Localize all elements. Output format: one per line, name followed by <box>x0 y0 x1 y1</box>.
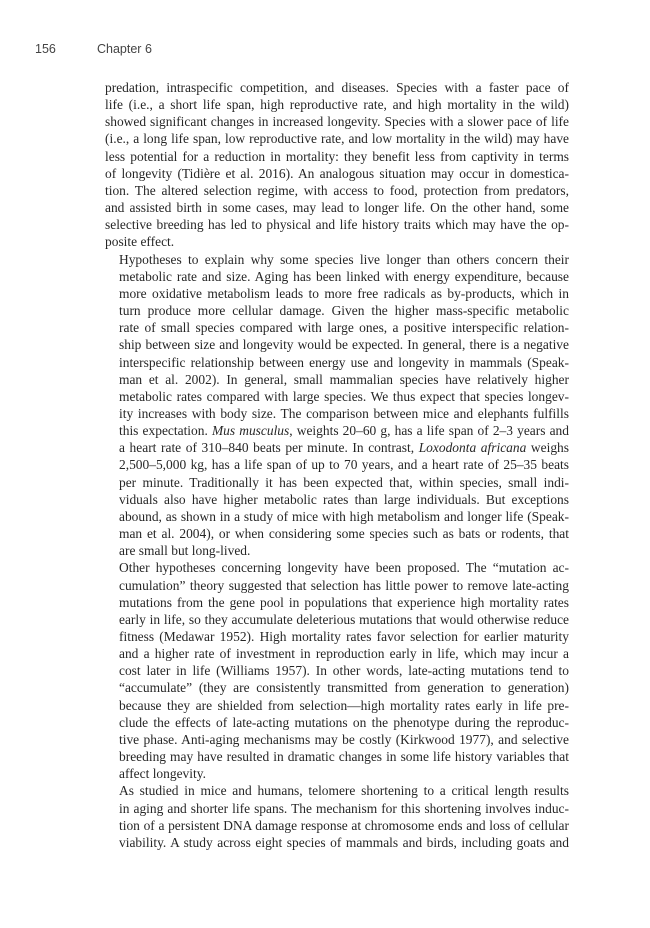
text-line: early in life, so they accumulate deleterious mutations that would otherwise reduce <box>119 611 569 627</box>
text-line: per minute. Traditionally it has been expected that, within species, small indi- <box>119 474 569 490</box>
text-line: metabolic rates compared with large species. We thus expect that species longev- <box>119 388 569 404</box>
text-line: tive phase. Anti-aging mechanisms may be costly (Kirkwood 1977), and selective <box>119 731 569 747</box>
text-line: more oxidative metabolism leads to more free radicals as by-products, which in <box>119 285 569 301</box>
text-line: interspecific relationship between energy use and longevity in mammals (Speak- <box>119 354 569 370</box>
text-line: man et al. 2004), or when considering some species such as bats or rodents, that <box>119 526 569 542</box>
text-line: clude the effects of late-acting mutations on the phenotype during the reproduc- <box>119 714 569 730</box>
text-line: tion of a persistent DNA damage response at chromosome ends and loss of cellular <box>119 817 569 833</box>
text-line: posite effect. <box>105 234 175 250</box>
text-line: less potential for a reduction in mortality: they benefit less from captivity in terms <box>105 148 569 164</box>
text-line: ity increases with body size. The comparison between mice and elephants fulfills <box>119 405 569 421</box>
paragraph <box>105 559 569 782</box>
text-line: predation, intraspecific competition, and diseases. Species with a faster pace of <box>105 80 569 95</box>
page-number: 156 <box>35 42 56 56</box>
species-name: Loxodonta africana <box>418 440 527 456</box>
running-header <box>35 42 152 56</box>
text-line: metabolic rate and size. Aging has been linked with energy expenditure, because <box>119 268 569 284</box>
text-line: and assisted birth in some cases, may lead to longer life. On the other hand, some <box>105 200 569 216</box>
paragraph <box>105 782 569 851</box>
text-line: a heart rate of 310–840 beats per minute. In contrast, Loxodonta africana weighs <box>119 440 569 456</box>
species-name: Mus musculus <box>211 423 290 439</box>
text-line: viability. A study across eight species of mammals and birds, including goats and <box>119 834 569 850</box>
text-line: are small but long-lived. <box>119 543 251 559</box>
text-line: rate of small species compared with large ones, a positive interspecific relation- <box>119 320 569 336</box>
text-line: and a higher rate of investment in reproduction early in life, which may incur a <box>119 646 569 662</box>
paragraph <box>105 251 569 560</box>
text-line: because they are shielded from selection—high mortality rates early in life pre- <box>119 697 569 713</box>
body-text <box>105 79 569 851</box>
paragraph <box>105 79 569 251</box>
text-line: selective breeding has led to physical and life history traits which may have the op- <box>105 217 569 233</box>
text-line: affect longevity. <box>119 766 206 782</box>
text-line: mutations from the gene pool in populations that experience high mortality rates <box>119 594 569 610</box>
chapter-label: Chapter 6 <box>97 42 152 56</box>
text-line: man et al. 2002). In general, small mammalian species have relatively higher <box>119 371 569 387</box>
text-line: fitness (Medawar 1952). High mortality rates favor selection for earlier maturity <box>119 629 569 644</box>
text-line: turn produce more cellular damage. Given the higher mass-specific metabolic <box>119 303 569 319</box>
text-line: of longevity (Tidière et al. 2016). An analogous situation may occur in domestica- <box>105 165 569 181</box>
text-line: abound, as shown in a study of mice with high metabolism and longer life (Speak- <box>119 508 569 524</box>
text-line: Hypotheses to explain why some species live longer than others concern their <box>119 251 569 267</box>
text-line: in aging and shorter life spans. The mechanism for this shortening involves induc- <box>119 800 569 816</box>
text-line: this expectation. Mus musculus, weights 20–60 g, has a life span of 2–3 years and <box>119 423 569 439</box>
text-line: viduals also have higher metabolic rates than large individuals. But exceptions <box>119 491 569 507</box>
text-line: cost later in life (Williams 1957). In other words, late-acting mutations tend to <box>119 663 569 679</box>
text-line: showed significant changes in increased longevity. Species with a slower pace of life <box>105 114 569 130</box>
text-line: Other hypotheses concerning longevity have been proposed. The “mutation ac- <box>119 560 569 576</box>
text-line: life (i.e., a short life span, high reproductive rate, and high mortality in the wild) <box>105 97 569 113</box>
text-line: cumulation” theory suggested that selection has little power to remove late-acting <box>119 577 569 593</box>
text-line: ship between size and longevity would be expected. In general, there is a negative <box>119 337 569 353</box>
text-line: breeding may have resulted in dramatic changes in some life history variables that <box>119 749 569 765</box>
text-line: tion. The altered selection regime, with access to food, protection from predators, <box>105 182 569 198</box>
text-line: As studied in mice and humans, telomere shortening to a critical length results <box>119 783 569 799</box>
text-line: (i.e., a long life span, low reproductive rate, and low mortality in the wild) may have <box>105 131 569 147</box>
text-line: 2,500–5,000 kg, has a life span of up to 70 years, and a heart rate of 25–35 beats <box>119 457 569 473</box>
text-line: “accumulate” (they are consistently transmitted from generation to generation) <box>119 680 569 696</box>
